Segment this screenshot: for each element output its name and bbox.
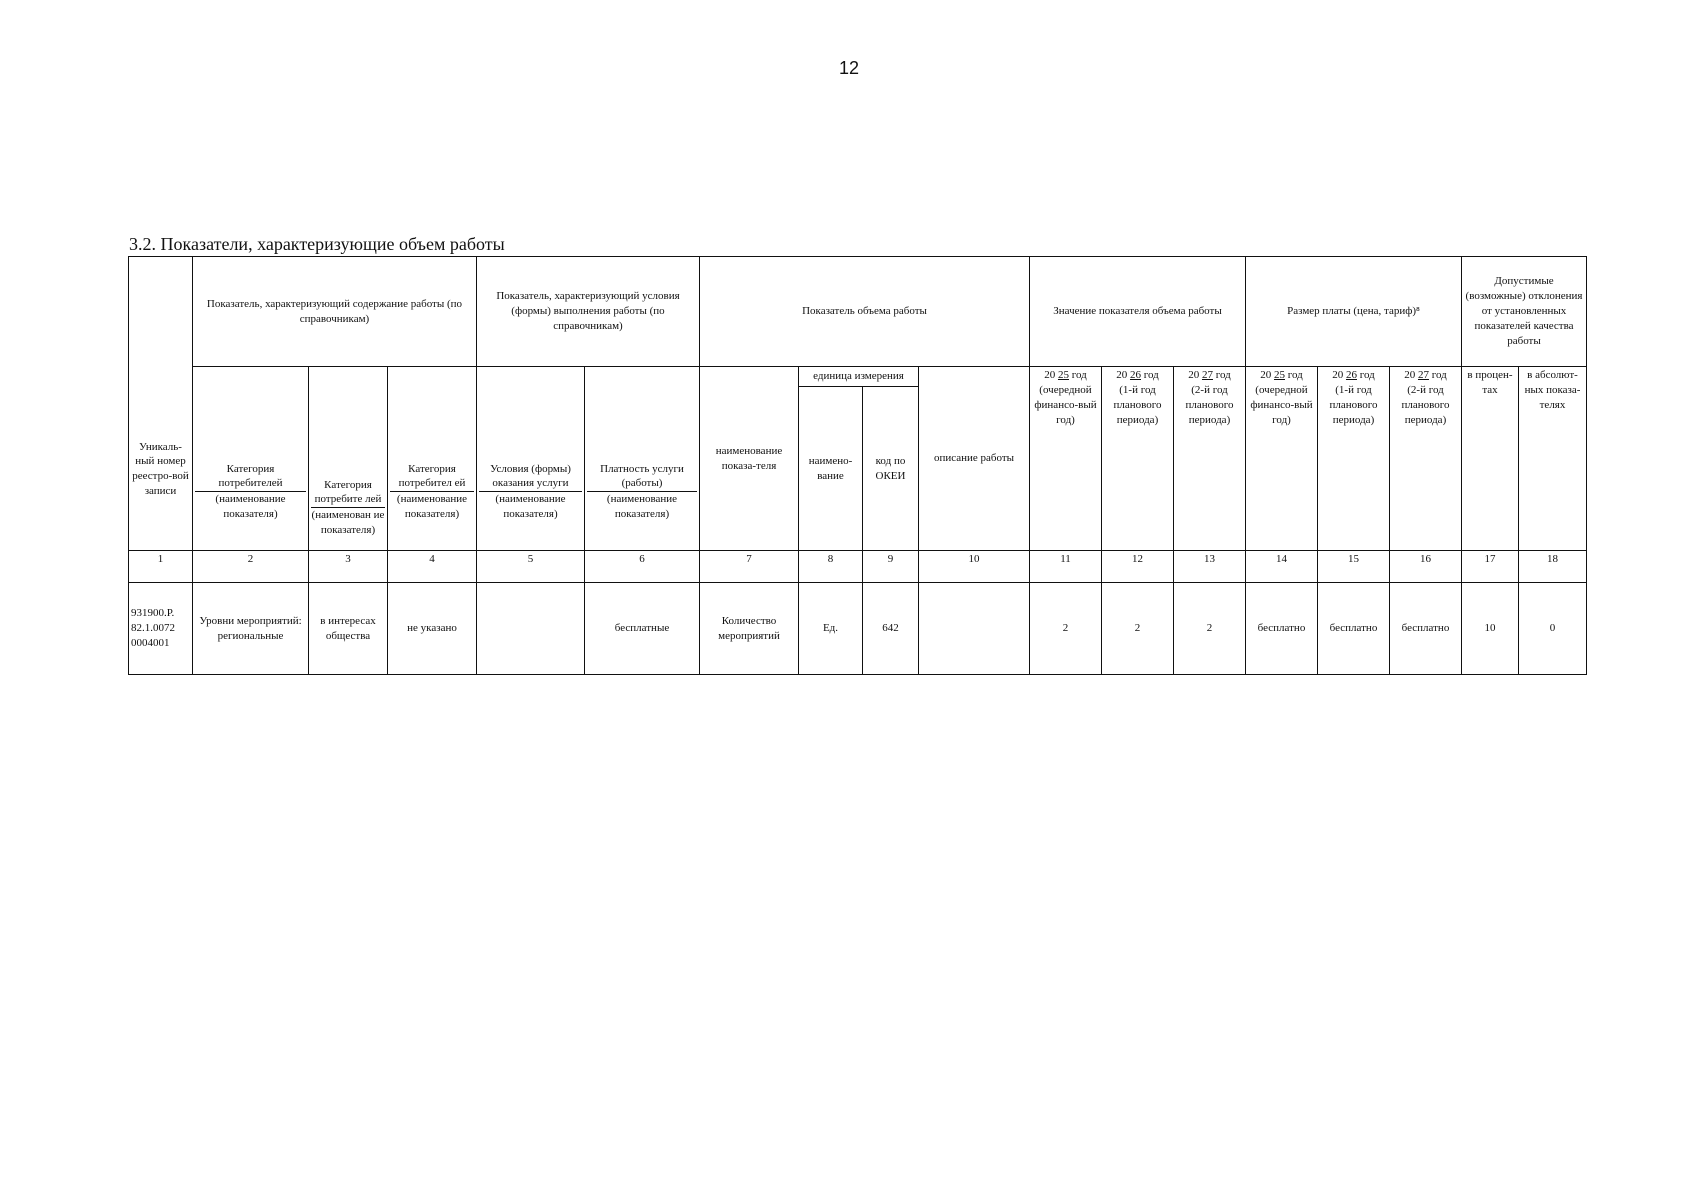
- column-number: 6: [585, 551, 700, 583]
- interest-cell: в интересах общества: [309, 583, 388, 675]
- col12-header: [1102, 367, 1174, 551]
- col6-header: [585, 367, 700, 551]
- unit-group-header: единица измерения: [799, 367, 919, 387]
- col14-period: (очередной финансо-вый год): [1250, 383, 1313, 426]
- registry-number-line: 0004001: [131, 636, 170, 649]
- content-group-header: Показатель, характеризующий содержание работы (по справочникам): [193, 257, 477, 367]
- col13-period: (2-й год планового периода): [1185, 383, 1234, 426]
- col3-header: [309, 367, 388, 551]
- registry-number-line: 82.1.0072: [131, 622, 175, 635]
- col12-period: (1-й год планового периода): [1113, 383, 1162, 426]
- col15-period: (1-й год планового периода): [1329, 383, 1378, 426]
- column-numbers-row: [129, 551, 1587, 583]
- price-2026-cell: бесплатно: [1318, 583, 1390, 675]
- col11-year-prefix: 20: [1044, 369, 1056, 381]
- col4-sub: (наименование показателя): [396, 493, 468, 521]
- col14-year-prefix: 20: [1260, 369, 1272, 381]
- col15-year-suffix: год: [1359, 369, 1375, 381]
- col4-header: [388, 367, 477, 551]
- column-number: 16: [1390, 551, 1462, 583]
- payment-group-header: Размер платы (цена, тариф)⁸: [1246, 257, 1462, 367]
- col2-title: Категория потребителей: [195, 462, 306, 493]
- category3-cell: не указано: [388, 583, 477, 675]
- page-number: 12: [838, 58, 860, 78]
- col11-period: (очередной финансо-вый год): [1034, 383, 1097, 426]
- deviation-percent-cell: 10: [1462, 583, 1519, 675]
- col12-year-suffix: год: [1143, 369, 1159, 381]
- col6-title: Платность услуги (работы): [587, 462, 697, 493]
- column-number: 13: [1174, 551, 1246, 583]
- col15-header: [1318, 367, 1390, 551]
- column-number: 15: [1318, 551, 1390, 583]
- col5-sub: (наименование показателя): [495, 493, 566, 521]
- header-row-unit: [129, 367, 1587, 387]
- column-number: 10: [919, 551, 1030, 583]
- col13-header: [1174, 367, 1246, 551]
- col2-sub: (наименование показателя): [215, 493, 286, 521]
- col11-header: [1030, 367, 1102, 551]
- col10-header: описание работы: [919, 367, 1030, 551]
- volume-indicators-table: [128, 256, 1587, 675]
- deviation-absolute-cell: 0: [1519, 583, 1587, 675]
- col12-year-prefix: 20: [1116, 369, 1128, 381]
- registry-number-line: 931900.Р.: [131, 607, 175, 620]
- indicator-name-cell: Количество мероприятий: [700, 583, 799, 675]
- col15-year: 26: [1345, 369, 1357, 381]
- col2-header: [193, 367, 309, 551]
- description-cell: [919, 583, 1030, 675]
- col15-year-prefix: 20: [1332, 369, 1344, 381]
- col5-header: [477, 367, 585, 551]
- deviation-group-header: Допустимые (возможные) отклонения от установленных показателей качества работы: [1462, 257, 1587, 367]
- value-group-header: Значение показателя объема работы: [1030, 257, 1246, 367]
- col6-sub: (наименование показателя): [606, 493, 678, 521]
- volume-group-header: Показатель объема работы: [700, 257, 1030, 367]
- column-number: 8: [799, 551, 863, 583]
- col3-title: Категория потребите лей: [311, 478, 385, 509]
- col13-year: 27: [1201, 369, 1213, 381]
- value-2026-cell: 2: [1102, 583, 1174, 675]
- column-number: 9: [863, 551, 919, 583]
- column-number: 11: [1030, 551, 1102, 583]
- col5-title: Условия (формы) оказания услуги: [479, 462, 582, 493]
- col16-year: 27: [1417, 369, 1429, 381]
- col14-year-suffix: год: [1287, 369, 1303, 381]
- column-number: 12: [1102, 551, 1174, 583]
- col14-year: 25: [1273, 369, 1285, 381]
- col8-header: наимено-вание: [799, 387, 863, 551]
- table-row: [129, 583, 1587, 675]
- col9-header: код по ОКЕИ: [863, 387, 919, 551]
- okei-code-cell: 642: [863, 583, 919, 675]
- unit-name-cell: Ед.: [799, 583, 863, 675]
- column-number: 17: [1462, 551, 1519, 583]
- conditions-group-header: Показатель, характеризующий условия (формы) выполнения работы (по справочникам): [477, 257, 700, 367]
- col11-year-suffix: год: [1071, 369, 1087, 381]
- column-number: 3: [309, 551, 388, 583]
- col11-year: 25: [1057, 369, 1069, 381]
- col16-period: (2-й год планового периода): [1401, 383, 1450, 426]
- value-2027-cell: 2: [1174, 583, 1246, 675]
- section-title: 3.2. Показатели, характеризующие объем работы: [129, 234, 505, 254]
- value-2025-cell: 2: [1030, 583, 1102, 675]
- col16-year-prefix: 20: [1404, 369, 1416, 381]
- category-cell: Уровни мероприятий: региональные: [193, 583, 309, 675]
- col18-header: в абсолют-ных показа-телях: [1519, 367, 1587, 551]
- col16-header: [1390, 367, 1462, 551]
- col16-year-suffix: год: [1431, 369, 1447, 381]
- payment-type-cell: бесплатные: [585, 583, 700, 675]
- column-number: 14: [1246, 551, 1318, 583]
- registry-number-cell: [129, 583, 193, 675]
- col7-header: наименование показа-теля: [700, 367, 799, 551]
- col12-year: 26: [1129, 369, 1141, 381]
- column-number: 5: [477, 551, 585, 583]
- price-2025-cell: бесплатно: [1246, 583, 1318, 675]
- unique-number-header: [129, 257, 193, 551]
- column-number: 7: [700, 551, 799, 583]
- price-2027-cell: бесплатно: [1390, 583, 1462, 675]
- col13-year-suffix: год: [1215, 369, 1231, 381]
- column-number: 18: [1519, 551, 1587, 583]
- unique-number-label: Уникаль-ный номер реестро-вой записи: [132, 440, 189, 498]
- column-number: 4: [388, 551, 477, 583]
- col4-title: Категория потребител ей: [390, 462, 474, 493]
- col13-year-prefix: 20: [1188, 369, 1200, 381]
- column-number: 2: [193, 551, 309, 583]
- col14-header: [1246, 367, 1318, 551]
- conditions-cell: [477, 583, 585, 675]
- col17-header: в процен-тах: [1462, 367, 1519, 551]
- header-row-groups: [129, 257, 1587, 367]
- column-number: 1: [129, 551, 193, 583]
- col3-sub: (наименован ие показателя): [311, 509, 385, 537]
